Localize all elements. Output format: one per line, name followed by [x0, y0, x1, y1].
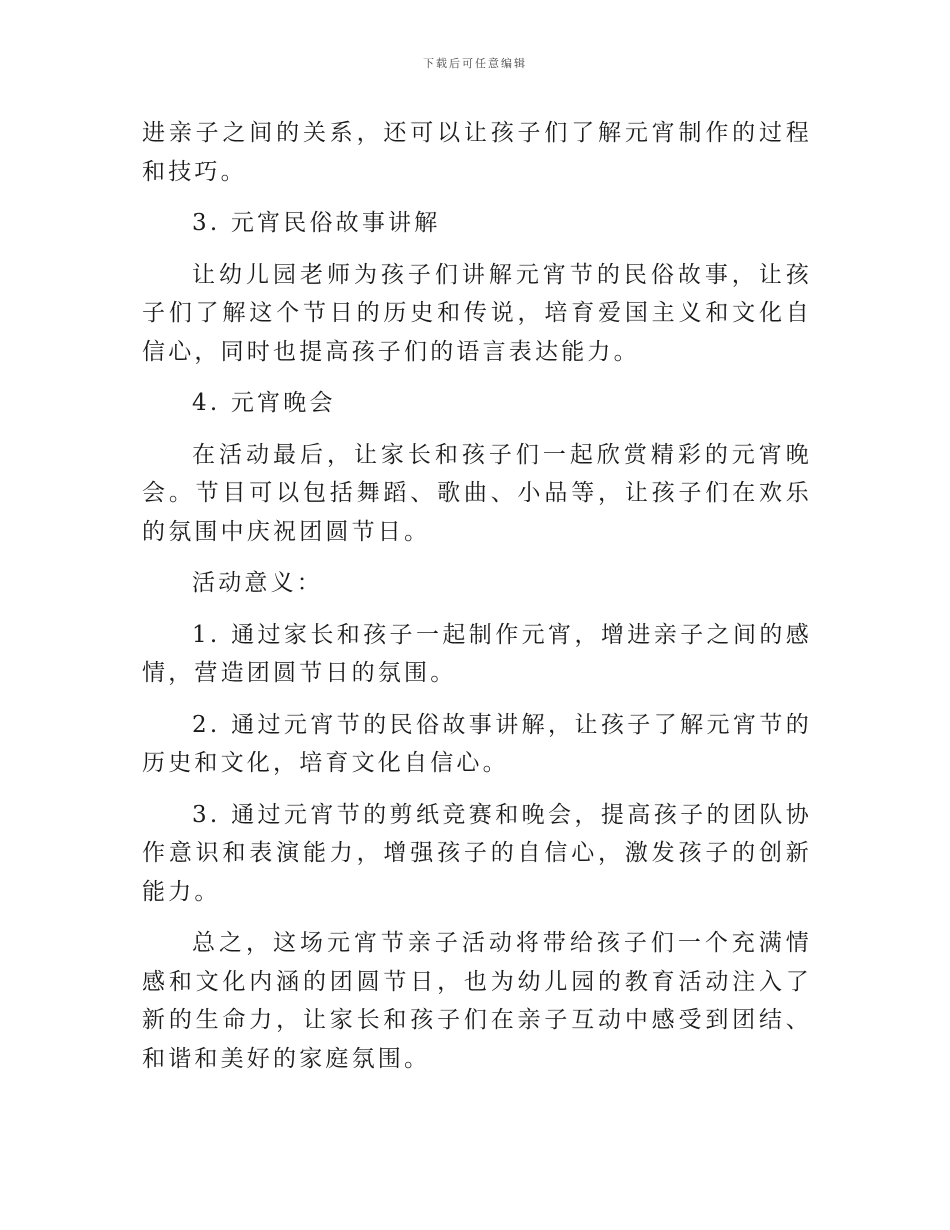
- section-heading-evening-party: 4. 元宵晚会: [192, 390, 336, 416]
- paragraph-folk-story: 让幼儿园老师为孩子们讲解元宵节的民俗故事，让孩子们了解这个节日的历史和传说，培育爱国主义和文化自信心，同时也提高孩子们的语言表达能力。: [142, 261, 812, 365]
- paragraph-evening-party: 在活动最后，让家长和孩子们一起欣赏精彩的元宵晚会。节目可以包括舞蹈、歌曲、小品等，让孩子们在欢乐的氛围中庆祝团圆节日。: [142, 441, 812, 545]
- paragraph-conclusion: 总之，这场元宵节亲子活动将带给孩子们一个充满情感和文化内涵的团圆节日，也为幼儿园的教育活动注入了新的生命力，让家长和孩子们在亲子互动中感受到团结、和谐和美好的家庭氛围。: [142, 930, 812, 1072]
- significance-item-3: 3. 通过元宵节的剪纸竞赛和晚会，提高孩子的团队协作意识和表演能力，增强孩子的自信心，激发孩子的创新能力。: [142, 801, 812, 905]
- significance-item-2: 2. 通过元宵节的民俗故事讲解，让孩子了解元宵节的历史和文化，培育文化自信心。: [142, 711, 812, 776]
- paragraph-continuation: 进亲子之间的关系，还可以让孩子们了解元宵制作的过程和技巧。: [142, 120, 812, 185]
- section-heading-significance: 活动意义：: [192, 570, 323, 596]
- significance-item-1: 1. 通过家长和孩子一起制作元宵，增进亲子之间的感情，营造团圆节日的氛围。: [142, 621, 812, 686]
- page-header: 下载后可任意编辑: [423, 57, 527, 70]
- section-heading-folk-story: 3. 元宵民俗故事讲解: [192, 210, 441, 236]
- document-body: [142, 114, 812, 1091]
